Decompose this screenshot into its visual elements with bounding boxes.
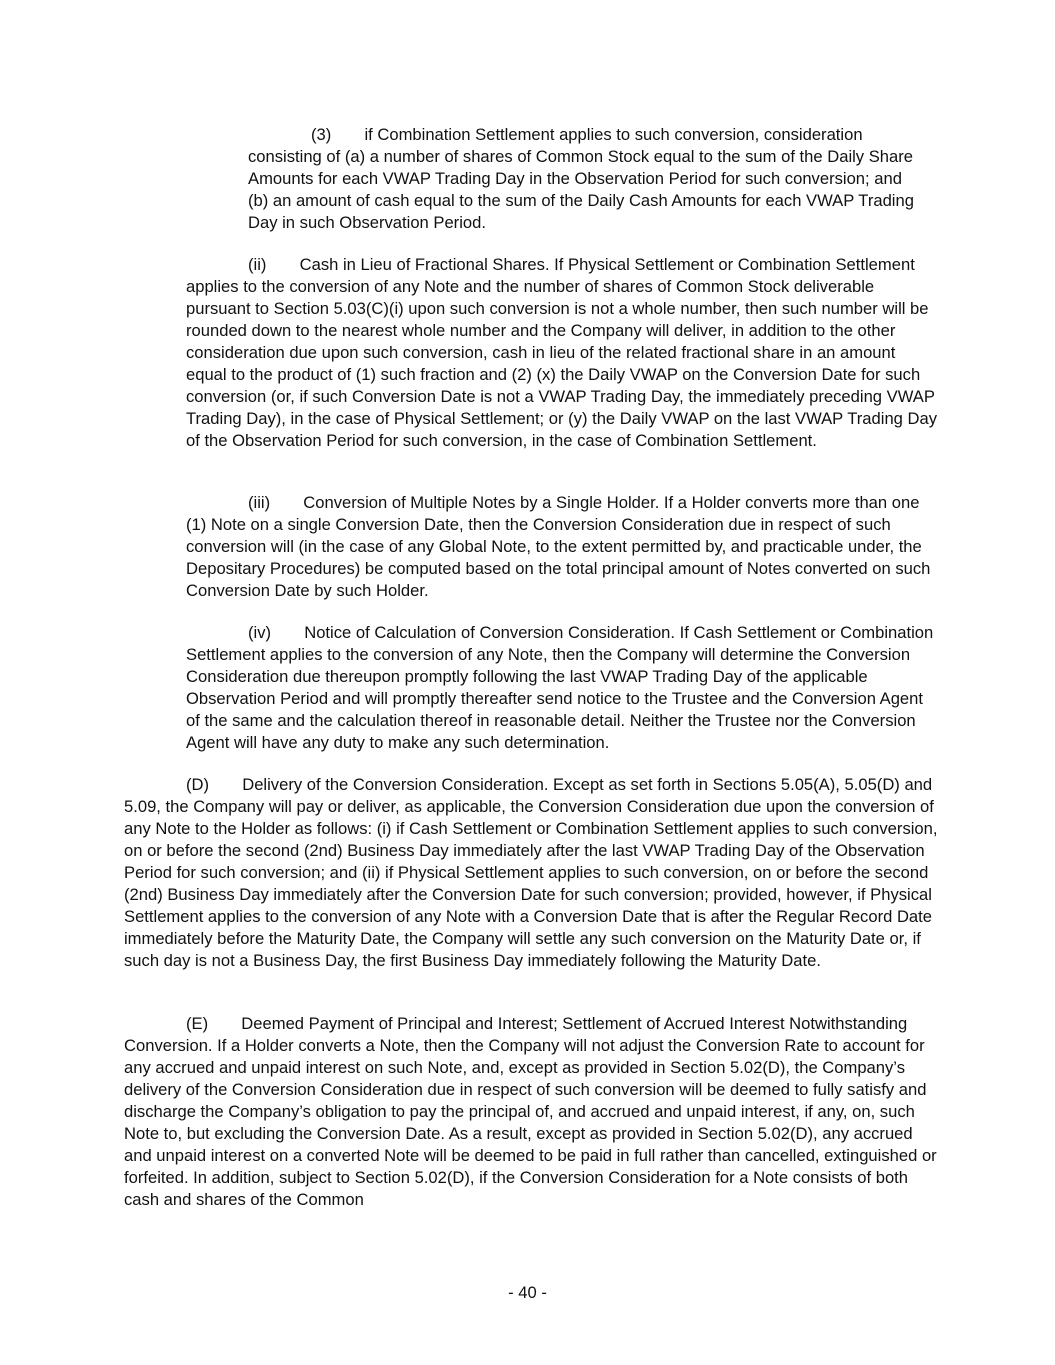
paragraph-ii-cash-in-lieu: (ii) Cash in Lieu of Fractional Shares. If Physical Settlement or Combination Settlement applies to the conversion of any Note and the number of shares of Common Stock deliverable pursuant to Section 5.03(C)(i) upon such conversion is not a whole number, then such number will be rounded down to the nearest whole number and the Company will deliver, in addition to the other consideration due upon such conversion, cash in lieu of the related fractional share in an amount equal to the product of (1) such fraction and (2) (x) the Daily VWAP on the Conversion Date for such conversion (or, if such Conversion Date is not a VWAP Trading Day, the immediately preceding VWAP Trading Day), in the case of Physical Settlement; or (y) the Daily VWAP on the last VWAP Trading Day of the Observation Period for such conversion, in the case of Combination Settlement.	[186, 255, 938, 450]
page-number: - 40 -	[508, 1283, 547, 1302]
paragraph-3-combination-settlement: (3) if Combination Settlement applies to such conversion, consideration consisting of (a) a number of shares of Common Stock equal to the sum of the Daily Share Amounts for each VWAP Trading Day in the Observation Period for such conversion; and (b) an amount of cash equal to the sum of the Daily Cash Amounts for each VWAP Trading Day in such Observation Period.	[248, 125, 914, 232]
paragraph-iii-multiple-notes: (iii) Conversion of Multiple Notes by a Single Holder. If a Holder converts more than one (1) Note on a single Conversion Date, then the Conversion Consideration due in respect of such conversion will (in the case of any Global Note, to the extent permitted by, and practicable under, the Depositary Procedures) be computed based on the total principal amount of Notes converted on such Conversion Date by such Holder.	[186, 493, 931, 600]
paragraph-e-deemed-payment: (E) Deemed Payment of Principal and Interest; Settlement of Accrued Interest Notwithstanding Conversion. If a Holder converts a Note, then the Company will not adjust the Conversion Rate to account for any accrued and unpaid interest on such Note, and, except as provided in Section 5.02(D), the Company’s delivery of the Conversion Consideration due in respect of such conversion will be deemed to fully satisfy and discharge the Company’s obligation to pay the principal of, and accrued and unpaid interest, if any, on, such Note to, but excluding the Conversion Date. As a result, except as provided in Section 5.02(D), any accrued and unpaid interest on a converted Note will be deemed to be paid in full rather than cancelled, extinguished or forfeited. In addition, subject to Section 5.02(D), if the Conversion Consideration for a Note consists of both cash and shares of the Common	[124, 1014, 937, 1209]
paragraph-iv-notice-of-calculation: (iv) Notice of Calculation of Conversion Consideration. If Cash Settlement or Combination Settlement applies to the conversion of any Note, then the Company will determine the Conversion Consideration due thereupon promptly following the last VWAP Trading Day of the applicable Observation Period and will promptly thereafter send notice to the Trustee and the Conversion Agent of the same and the calculation thereof in reasonable detail. Neither the Trustee nor the Conversion Agent will have any duty to make any such determination.	[186, 623, 934, 752]
paragraph-d-delivery: (D) Delivery of the Conversion Consideration. Except as set forth in Sections 5.05(A), 5.05(D) and 5.09, the Company will pay or deliver, as applicable, the Conversion Consideration due upon the conversion of any Note to the Holder as follows: (i) if Cash Settlement or Combination Settlement applies to such conversion, on or before the second (2nd) Business Day immediately after the last VWAP Trading Day of the Observation Period for such conversion; and (ii) if Physical Settlement applies to such conversion, on or before the second (2nd) Business Day immediately after the Conversion Date for such conversion; provided, however, if Physical Settlement applies to the conversion of any Note with a Conversion Date that is after the Regular Record Date immediately before the Maturity Date, the Company will settle any such conversion on the Maturity Date or, if such day is not a Business Day, the first Business Day immediately following the Maturity Date.	[124, 775, 938, 970]
